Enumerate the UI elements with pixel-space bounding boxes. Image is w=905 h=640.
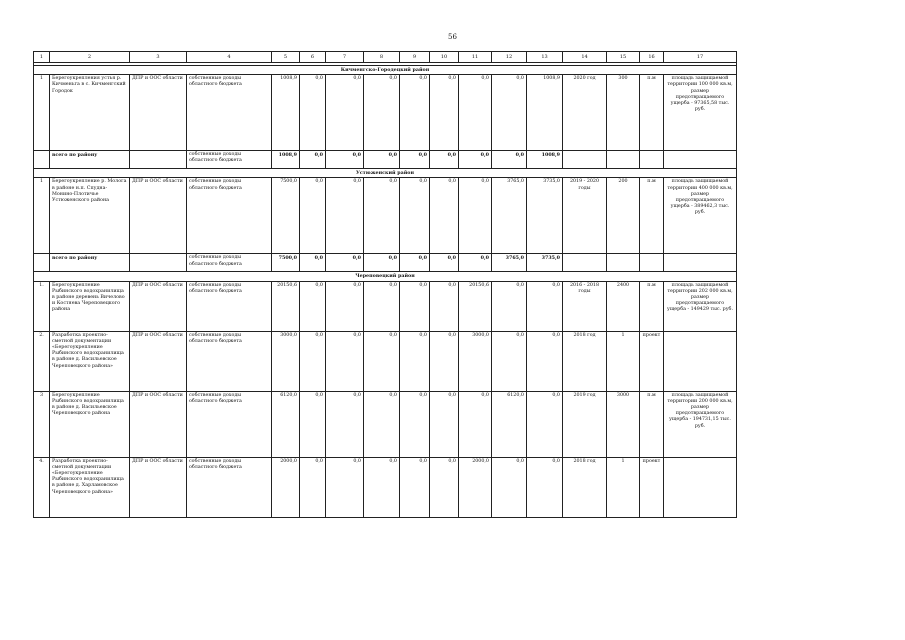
quantity: 1 bbox=[607, 331, 640, 391]
amount-c6: 0,0 bbox=[300, 75, 326, 151]
column-number-cell: 9 bbox=[400, 52, 430, 63]
column-number-cell: 11 bbox=[459, 52, 492, 63]
amount-c13: 1008,9 bbox=[527, 75, 563, 151]
period: 2018 год bbox=[563, 457, 607, 517]
region-name: Череповецкий район bbox=[34, 272, 737, 281]
funding-source: собственные доходы областного бюджета bbox=[187, 281, 272, 331]
amount-c5: 3000,0 bbox=[272, 331, 300, 391]
executor: ДПР и ООС области bbox=[130, 331, 187, 391]
amount-c6: 0,0 bbox=[300, 281, 326, 331]
total-c5: 7500,0 bbox=[272, 254, 300, 272]
object-name: Разработка проектно-сметной документации «Берегоукрепление Рыбинского водохранилища в районе д. Васильевское Череповецкого района» bbox=[50, 331, 130, 391]
total-c9: 0,0 bbox=[400, 254, 430, 272]
amount-c9: 0,0 bbox=[400, 281, 430, 331]
amount-c8: 0,0 bbox=[364, 75, 400, 151]
amount-c13: 0,0 bbox=[527, 457, 563, 517]
total-c13: 3735,0 bbox=[527, 254, 563, 272]
total-c10: 0,0 bbox=[430, 151, 459, 169]
column-number-cell: 5 bbox=[272, 52, 300, 63]
object-name: Берегоукрепление р. Молога в районе н.п. Спудна-Монино-Плотичье Устюженского района bbox=[50, 178, 130, 254]
amount-c12: 0,0 bbox=[492, 331, 527, 391]
amount-c7: 0,0 bbox=[326, 391, 364, 457]
column-number-cell: 6 bbox=[300, 52, 326, 63]
amount-c13: 3735,0 bbox=[527, 178, 563, 254]
total-blank bbox=[664, 254, 737, 272]
budget-table bbox=[33, 51, 737, 518]
amount-c12: 0,0 bbox=[492, 457, 527, 517]
executor: ДПР и ООС области bbox=[130, 281, 187, 331]
amount-c10: 0,0 bbox=[430, 391, 459, 457]
total-c6: 0,0 bbox=[300, 151, 326, 169]
table-row bbox=[34, 281, 737, 331]
total-blank bbox=[563, 254, 607, 272]
total-label: всего по району bbox=[50, 254, 130, 272]
amount-c9: 0,0 bbox=[400, 178, 430, 254]
total-c7: 0,0 bbox=[326, 254, 364, 272]
amount-c10: 0,0 bbox=[430, 178, 459, 254]
effect: площадь защищаемой территории 100 000 кв.м, размер предотвращаемого ущерба - 97365,58 тыс. руб. bbox=[664, 75, 737, 151]
amount-c10: 0,0 bbox=[430, 331, 459, 391]
amount-c11: 2000,0 bbox=[459, 457, 492, 517]
column-number-cell: 17 bbox=[664, 52, 737, 63]
total-blank bbox=[664, 151, 737, 169]
total-blank bbox=[640, 151, 664, 169]
region-header-row bbox=[34, 169, 737, 178]
amount-c6: 0,0 bbox=[300, 331, 326, 391]
total-c9: 0,0 bbox=[400, 151, 430, 169]
amount-c5: 7500,0 bbox=[272, 178, 300, 254]
amount-c10: 0,0 bbox=[430, 281, 459, 331]
total-label: всего по району bbox=[50, 151, 130, 169]
object-name: Разработка проектно-сметной документации «Берегоукрепление Рыбинского водохранилища в районе д. Харламовское Череповецкого района» bbox=[50, 457, 130, 517]
quantity: 300 bbox=[607, 75, 640, 151]
amount-c12: 3765,0 bbox=[492, 178, 527, 254]
amount-c6: 0,0 bbox=[300, 391, 326, 457]
funding-source: собственные доходы областного бюджета bbox=[187, 75, 272, 151]
row-number: 1. bbox=[34, 281, 50, 331]
amount-c10: 0,0 bbox=[430, 75, 459, 151]
amount-c12: 6120,0 bbox=[492, 391, 527, 457]
quantity: 3000 bbox=[607, 391, 640, 457]
period: 2019 - 2020 годы bbox=[563, 178, 607, 254]
quantity: 200 bbox=[607, 178, 640, 254]
effect bbox=[664, 457, 737, 517]
amount-c7: 0,0 bbox=[326, 331, 364, 391]
funding-source: собственные доходы областного бюджета bbox=[187, 254, 272, 272]
amount-c6: 0,0 bbox=[300, 457, 326, 517]
column-number-cell: 15 bbox=[607, 52, 640, 63]
row-number: 4. bbox=[34, 457, 50, 517]
total-blank bbox=[34, 151, 50, 169]
amount-c7: 0,0 bbox=[326, 75, 364, 151]
amount-c8: 0,0 bbox=[364, 281, 400, 331]
period: 2018 год bbox=[563, 331, 607, 391]
quantity: 2400 bbox=[607, 281, 640, 331]
region-header-row bbox=[34, 272, 737, 281]
column-number-cell: 1 bbox=[34, 52, 50, 63]
row-number: 2. bbox=[34, 331, 50, 391]
total-c6: 0,0 bbox=[300, 254, 326, 272]
total-c5: 1008,9 bbox=[272, 151, 300, 169]
total-c10: 0,0 bbox=[430, 254, 459, 272]
total-blank bbox=[563, 151, 607, 169]
region-name: Устюженский район bbox=[34, 169, 737, 178]
region-header-row bbox=[34, 66, 737, 75]
total-blank bbox=[130, 254, 187, 272]
total-c8: 0,0 bbox=[364, 254, 400, 272]
total-row bbox=[34, 151, 737, 169]
row-number: 1 bbox=[34, 178, 50, 254]
funding-source: собственные доходы областного бюджета bbox=[187, 457, 272, 517]
executor: ДПР и ООС области bbox=[130, 391, 187, 457]
total-row bbox=[34, 254, 737, 272]
total-c7: 0,0 bbox=[326, 151, 364, 169]
amount-c13: 0,0 bbox=[527, 281, 563, 331]
unit: п.м bbox=[640, 75, 664, 151]
unit: п.м bbox=[640, 281, 664, 331]
amount-c7: 0,0 bbox=[326, 281, 364, 331]
column-number-cell: 2 bbox=[50, 52, 130, 63]
column-number-cell: 3 bbox=[130, 52, 187, 63]
amount-c9: 0,0 bbox=[400, 75, 430, 151]
column-number-cell: 8 bbox=[364, 52, 400, 63]
column-number-cell: 4 bbox=[187, 52, 272, 63]
amount-c13: 0,0 bbox=[527, 391, 563, 457]
amount-c11: 0,0 bbox=[459, 75, 492, 151]
amount-c7: 0,0 bbox=[326, 178, 364, 254]
executor: ДПР и ООС области bbox=[130, 178, 187, 254]
amount-c9: 0,0 bbox=[400, 391, 430, 457]
total-c12: 3765,0 bbox=[492, 254, 527, 272]
amount-c11: 3000,0 bbox=[459, 331, 492, 391]
effect: площадь защищаемой территории 202 000 кв.м, размер предотвращаемого ущерба - 149429 тыс. руб. bbox=[664, 281, 737, 331]
total-c12: 0,0 bbox=[492, 151, 527, 169]
region-name: Кичменгско-Городецкий район bbox=[34, 66, 737, 75]
table-row bbox=[34, 75, 737, 151]
total-c11: 0,0 bbox=[459, 151, 492, 169]
amount-c7: 0,0 bbox=[326, 457, 364, 517]
page-number: 56 bbox=[448, 33, 457, 41]
amount-c5: 20150,6 bbox=[272, 281, 300, 331]
amount-c11: 0,0 bbox=[459, 391, 492, 457]
column-number-cell: 10 bbox=[430, 52, 459, 63]
table-row bbox=[34, 457, 737, 517]
column-number-cell: 13 bbox=[527, 52, 563, 63]
funding-source: собственные доходы областного бюджета bbox=[187, 178, 272, 254]
period: 2016 - 2018 годы bbox=[563, 281, 607, 331]
amount-c8: 0,0 bbox=[364, 331, 400, 391]
total-blank bbox=[34, 254, 50, 272]
total-blank bbox=[640, 254, 664, 272]
amount-c13: 0,0 bbox=[527, 331, 563, 391]
amount-c10: 0,0 bbox=[430, 457, 459, 517]
object-name: Берегоукрепление Рыбинского водохранилища в районе д. Васильевское Череповецкого района bbox=[50, 391, 130, 457]
row-number: 3 bbox=[34, 391, 50, 457]
amount-c6: 0,0 bbox=[300, 178, 326, 254]
effect bbox=[664, 331, 737, 391]
amount-c8: 0,0 bbox=[364, 391, 400, 457]
funding-source: собственные доходы областного бюджета bbox=[187, 331, 272, 391]
total-blank bbox=[130, 151, 187, 169]
unit: п.м bbox=[640, 391, 664, 457]
amount-c5: 6120,0 bbox=[272, 391, 300, 457]
table-row bbox=[34, 178, 737, 254]
amount-c12: 0,0 bbox=[492, 75, 527, 151]
effect: площадь защищаемой территории 400 000 кв.м, размер предотвращаемого ущерба - 389462,3 тыс. руб. bbox=[664, 178, 737, 254]
row-number: 1 bbox=[34, 75, 50, 151]
amount-c5: 2000,0 bbox=[272, 457, 300, 517]
period: 2019 год bbox=[563, 391, 607, 457]
amount-c11: 20150,6 bbox=[459, 281, 492, 331]
quantity: 1 bbox=[607, 457, 640, 517]
amount-c9: 0,0 bbox=[400, 457, 430, 517]
funding-source: собственные доходы областного бюджета bbox=[187, 151, 272, 169]
unit: п.м bbox=[640, 178, 664, 254]
amount-c5: 1008,9 bbox=[272, 75, 300, 151]
total-c13: 1008,9 bbox=[527, 151, 563, 169]
column-number-cell: 7 bbox=[326, 52, 364, 63]
column-number-cell: 12 bbox=[492, 52, 527, 63]
funding-source: собственные доходы областного бюджета bbox=[187, 391, 272, 457]
object-name: Берегоукрепления устья р. Кичменьга в с. Кичменгский Городок bbox=[50, 75, 130, 151]
table-row bbox=[34, 331, 737, 391]
executor: ДПР и ООС области bbox=[130, 457, 187, 517]
total-c8: 0,0 bbox=[364, 151, 400, 169]
total-blank bbox=[607, 254, 640, 272]
total-c11: 0,0 bbox=[459, 254, 492, 272]
column-number-cell: 14 bbox=[563, 52, 607, 63]
column-number-cell: 16 bbox=[640, 52, 664, 63]
amount-c8: 0,0 bbox=[364, 178, 400, 254]
unit: проект bbox=[640, 331, 664, 391]
amount-c12: 0,0 bbox=[492, 281, 527, 331]
column-number-row bbox=[34, 52, 737, 63]
object-name: Берегоукрепление Рыбинского водохранилища в районе деревень Вичелово и Костяева Череповецкого района bbox=[50, 281, 130, 331]
period: 2020 год bbox=[563, 75, 607, 151]
effect: площадь защищаемой территории 200 000 кв.м, размер предотвращаемого ущерба - 194731,15 тыс. руб. bbox=[664, 391, 737, 457]
amount-c9: 0,0 bbox=[400, 331, 430, 391]
amount-c8: 0,0 bbox=[364, 457, 400, 517]
unit: проект bbox=[640, 457, 664, 517]
executor: ДПР и ООС области bbox=[130, 75, 187, 151]
total-blank bbox=[607, 151, 640, 169]
table-row bbox=[34, 391, 737, 457]
amount-c11: 0,0 bbox=[459, 178, 492, 254]
